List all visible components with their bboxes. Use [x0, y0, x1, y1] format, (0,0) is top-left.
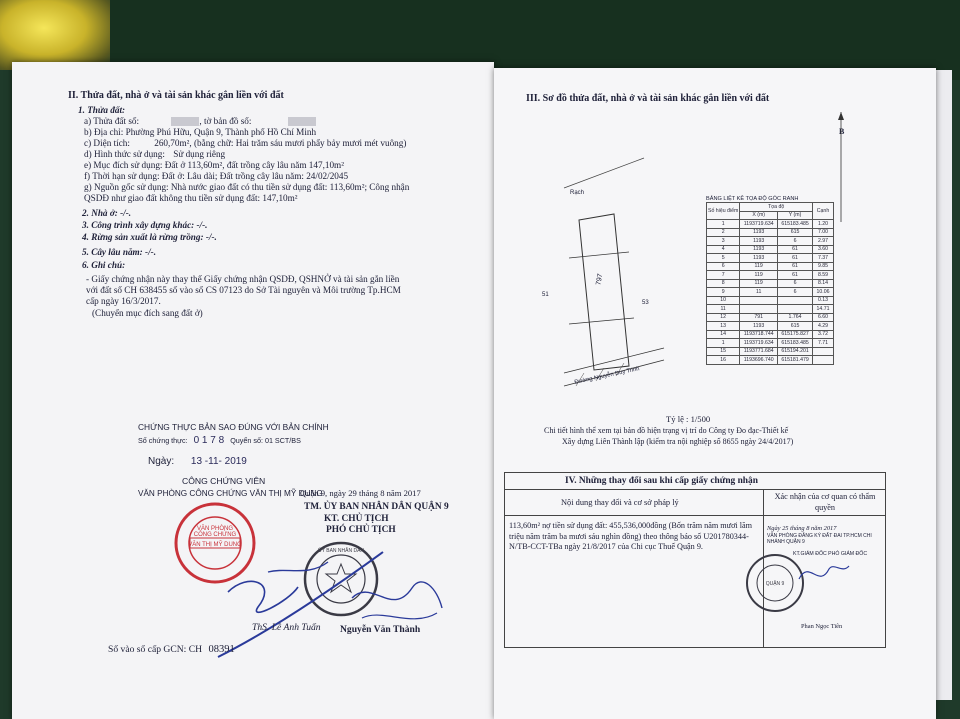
coord-header-edge: Cạnh [813, 203, 834, 220]
coord-row [707, 254, 834, 263]
coord-cell-x: 1193718.744 [740, 330, 778, 339]
coord-cell-y: 6 [778, 288, 813, 297]
confirm-date: Ngày 25 tháng 8 năm 2017 [767, 525, 837, 532]
coord-table [706, 202, 834, 365]
coord-cell-x: 1193 [740, 228, 778, 237]
coord-cell-y: 615183.485 [778, 220, 813, 229]
coord-cell-y: 6 [778, 237, 813, 246]
coord-cell-y: 1.764 [778, 313, 813, 322]
changes-header-confirm: Xác nhận của cơ quan có thẩm quyền [774, 492, 876, 512]
svg-text:CÔNG CHỨNG: CÔNG CHỨNG [193, 532, 237, 538]
north-arrow-icon [836, 112, 846, 222]
coord-cell-y: 61 [778, 262, 813, 271]
coord-cell-x: 119 [740, 279, 778, 288]
coord-cell-c: 7.00 [813, 228, 834, 237]
lot-number: 797 [595, 273, 605, 286]
usage-origin-line: g) Nguồn gốc sử dụng: Nhà nước giao đất có thu tiền sử dụng đất: 113,60m²; Công nhận [84, 182, 410, 192]
coord-cell-n: 10 [707, 296, 740, 305]
coord-row [707, 356, 834, 365]
other-construction-line: 3. Công trình xây dựng khác: -/-. [82, 220, 208, 230]
coord-cell-n: 3 [707, 237, 740, 246]
committee-title: TM. ỦY BAN NHÂN DÂN QUẬN 9 [304, 502, 449, 512]
coord-header-y: Y (m) [778, 211, 813, 220]
map-sheet-label: , tờ bản đồ số: [199, 116, 252, 126]
coord-cell-x: 1193 [740, 245, 778, 254]
coord-row [707, 288, 834, 297]
north-arrow-label: B [839, 127, 845, 136]
svg-text:QUẬN 9: QUẬN 9 [765, 581, 785, 587]
coord-cell-c: 7.37 [813, 254, 834, 263]
coord-cell-c: 6.60 [813, 313, 834, 322]
certification-title: CHỨNG THỰC BẢN SAO ĐÚNG VỚI BẢN CHÍNH [138, 422, 329, 432]
coord-cell-n: 8 [707, 279, 740, 288]
coord-cell-y: 615194.201 [778, 347, 813, 356]
confirm-name: Phan Ngọc Tiên [801, 623, 843, 630]
coord-row [707, 347, 834, 356]
coord-cell-x [740, 296, 778, 305]
coord-cell-y [778, 305, 813, 314]
notes-heading: 6. Ghi chú: [82, 260, 126, 270]
right-page [494, 68, 936, 719]
coord-row [707, 339, 834, 348]
coord-cell-c: 8.59 [813, 271, 834, 280]
vice-chairman-title: PHÓ CHỦ TỊCH [326, 525, 396, 535]
certification-number-label: Số chứng thực: [138, 436, 188, 445]
coord-cell-c: 4.29 [813, 322, 834, 331]
coord-row [707, 313, 834, 322]
coord-cell-y [778, 296, 813, 305]
diagram-note-2: Xây dựng Liên Thành lập (kiểm tra nội nghiệp số 8655 ngày 24/4/2017) [562, 437, 794, 446]
coord-cell-c: 8.14 [813, 279, 834, 288]
certification-number: 0 1 7 8 [193, 435, 225, 446]
confirm-org: VĂN PHÒNG ĐĂNG KÝ ĐẤT ĐAI TP.HCM CHI NHÁNH QUẬN 9 [767, 533, 872, 545]
usage-form-label: d) Hình thức sử dụng: [84, 149, 165, 159]
coord-header-point: Số hiệu điểm [707, 203, 740, 220]
land-number-label: a) Thửa đất số: [84, 116, 140, 126]
coord-cell-n: 14 [707, 330, 740, 339]
coord-row [707, 262, 834, 271]
svg-text:VĂN PHÒNG: VĂN PHÒNG [196, 526, 234, 532]
coord-row [707, 296, 834, 305]
coord-cell-n: 13 [707, 322, 740, 331]
coord-cell-x: 791 [740, 313, 778, 322]
coord-row [707, 228, 834, 237]
coord-cell-y: 615175.827 [778, 330, 813, 339]
coord-row [707, 237, 834, 246]
diagram-note-1: Chi tiết hình thể xem tại bản đồ hiện trạng vị trí do Công ty Đo đạc-Thiết kế [544, 426, 789, 435]
notary-signer: ThS. Lê Anh Tuấn [252, 622, 321, 633]
coord-table-title: BẢNG LIỆT KÊ TỌA ĐỘ GÓC RANH [706, 196, 799, 202]
coord-cell-n: 6 [707, 262, 740, 271]
chairman-title: KT. CHỦ TỊCH [324, 514, 389, 524]
coord-row [707, 220, 834, 229]
redacted-box [288, 117, 316, 126]
coord-cell-x: 1193771.684 [740, 347, 778, 356]
coord-row [707, 330, 834, 339]
coord-cell-c: 2.97 [813, 237, 834, 246]
perennial-line: 5. Cây lâu năm: -/-. [82, 247, 157, 257]
house-line: 2. Nhà ở: -/-. [82, 208, 132, 218]
coord-row [707, 279, 834, 288]
note-line-2: với đất số CH 638455 số vào sổ CS 07123 do Sở Tài nguyên và Môi trường Tp.HCM [86, 285, 401, 295]
scale-label: Tỷ lệ : 1/500 [666, 414, 711, 424]
certification-date-label: Ngày: [148, 456, 175, 467]
notary-office: VĂN PHÒNG CÔNG CHỨNG VĂN THỊ MỸ DUNG [138, 489, 323, 498]
usage-form-value: Sử dụng riêng [173, 149, 226, 159]
coord-cell-x: 1193719.634 [740, 220, 778, 229]
coord-cell-n: 12 [707, 313, 740, 322]
coord-cell-y: 6 [778, 279, 813, 288]
coord-cell-c: 0.13 [813, 296, 834, 305]
register-number: 08391 [208, 644, 235, 655]
neighbor-lot-51: 51 [542, 292, 549, 298]
register-number-line [108, 644, 235, 655]
forest-line: 4. Rừng sản xuất là rừng trồng: -/-. [82, 232, 217, 242]
canal-label: Rạch [570, 190, 585, 196]
coord-cell-n: 16 [707, 356, 740, 365]
coord-row [707, 305, 834, 314]
coord-cell-x: 11 [740, 288, 778, 297]
coord-cell-x: 119 [740, 271, 778, 280]
area-value: 260,70m², (bằng chữ: Hai trăm sáu mươi phẩy bảy mươi mét vuông) [154, 138, 407, 148]
background-bottle [0, 0, 110, 70]
coord-cell-c [813, 347, 834, 356]
neighbor-lot-53: 53 [642, 300, 649, 306]
changes-body: 113,60m² nợ tiền sử dụng đất: 455,536,000đồng (Bốn trăm năm mươi lăm triệu năm trăm ba mươi sáu nghìn đồng) theo thông báo số U201780344-N/TB-CCT-TBa ngày 21/8/2017 của Chi cục Thuế Quận 9. [509, 521, 753, 551]
left-page [12, 62, 494, 719]
road-label: Đường Nguyễn Duy Trinh [573, 366, 641, 386]
coord-cell-y: 615183.485 [778, 339, 813, 348]
note-line-3: cấp ngày 16/3/2017. [86, 296, 161, 306]
coord-header-coord: Tọa độ [740, 203, 813, 212]
usage-term-line: f) Thời hạn sử dụng: Đất ở: Lâu dài; Đất trồng cây lâu năm: 24/02/2045 [84, 171, 349, 181]
land-plot-diagram [534, 148, 684, 388]
coord-cell-n: 11 [707, 305, 740, 314]
usage-purpose-line: e) Mục đích sử dụng: Đất ở 113,60m², đất trồng cây lâu năm 147,10m² [84, 160, 344, 170]
coord-cell-x: 119 [740, 262, 778, 271]
redacted-box [171, 117, 199, 126]
address-line: b) Địa chỉ: Phường Phú Hữu, Quận 9, Thành phố Hồ Chí Minh [84, 127, 317, 137]
section-title-ii: II. Thửa đất, nhà ở và tài sản khác gắn liền với đất [68, 90, 284, 101]
coord-cell-x: 1193719.634 [740, 339, 778, 348]
coord-cell-n: 1 [707, 339, 740, 348]
coord-cell-n: 9 [707, 288, 740, 297]
coord-cell-x: 1193 [740, 237, 778, 246]
svg-text:ỦY BAN NHÂN DÂN: ỦY BAN NHÂN DÂN [317, 548, 365, 554]
coord-cell-n: 1 [707, 220, 740, 229]
coord-cell-n: 2 [707, 228, 740, 237]
land-number-line [84, 116, 316, 127]
coord-cell-c: 3.72 [813, 330, 834, 339]
area-line [84, 138, 406, 149]
coord-row [707, 245, 834, 254]
coord-row [707, 322, 834, 331]
coord-cell-x: 1193 [740, 254, 778, 263]
usage-origin-line-2: QSDĐ như giao đất không thu tiền sử dụng đất: 147,10m² [84, 193, 298, 203]
certification-book: Quyển số: 01 SCT/BS [230, 436, 301, 445]
coord-cell-n: 5 [707, 254, 740, 263]
coord-cell-c: 7.71 [813, 339, 834, 348]
registry-signature [794, 554, 854, 594]
coord-cell-c: 9.85 [813, 262, 834, 271]
notary-title: CÔNG CHỨNG VIÊN [182, 476, 266, 486]
coord-cell-n: 15 [707, 347, 740, 356]
coord-cell-y: 615181.479 [778, 356, 813, 365]
land-heading: 1. Thửa đất: [78, 105, 126, 115]
coord-cell-x [740, 305, 778, 314]
area-label: c) Diện tích: [84, 138, 130, 148]
signer-name: Nguyễn Văn Thành [340, 624, 421, 635]
coord-cell-c [813, 356, 834, 365]
issuance-date: Quận 9, ngày 29 tháng 8 năm 2017 [300, 488, 421, 498]
coord-header-x: X (m) [740, 211, 778, 220]
changes-title: IV. Những thay đổi sau khi cấp giấy chứng nhận [565, 476, 758, 486]
usage-form-line [84, 149, 225, 160]
coord-cell-y: 615 [778, 228, 813, 237]
coord-row [707, 271, 834, 280]
note-line-1: - Giấy chứng nhận này thay thế Giấy chứng nhận QSDĐ, QSHNỞ và tài sản gắn liền [86, 274, 400, 284]
register-number-label: Số vào sổ cấp GCN: CH [108, 644, 203, 655]
section-title-iii: III. Sơ đồ thửa đất, nhà ở và tài sản khác gắn liền với đất [526, 93, 770, 104]
confirm-role: KT.GIÁM ĐỐC PHÓ GIÁM ĐỐC [793, 551, 868, 557]
note-line-4: (Chuyển mục đích sang đất ở) [92, 308, 203, 318]
coord-cell-n: 7 [707, 271, 740, 280]
svg-text:VĂN THỊ MỸ DUNG: VĂN THỊ MỸ DUNG [188, 542, 242, 548]
coord-cell-c: 3.60 [813, 245, 834, 254]
coord-cell-x: 1193 [740, 322, 778, 331]
coord-cell-y: 615 [778, 322, 813, 331]
coord-cell-n: 4 [707, 245, 740, 254]
coord-cell-y: 61 [778, 245, 813, 254]
certification-number-line [138, 435, 301, 446]
coord-cell-c: 1.20 [813, 220, 834, 229]
coord-cell-y: 61 [778, 254, 813, 263]
coord-cell-x: 1193696.740 [740, 356, 778, 365]
certification-date: 13 -11- 2019 [190, 456, 247, 467]
coord-cell-c: 10.06 [813, 288, 834, 297]
coord-cell-y: 61 [778, 271, 813, 280]
coord-cell-c: 14.71 [813, 305, 834, 314]
certification-date-line [148, 456, 247, 467]
changes-header-content: Nội dung thay đổi và cơ sở pháp lý [561, 498, 679, 507]
